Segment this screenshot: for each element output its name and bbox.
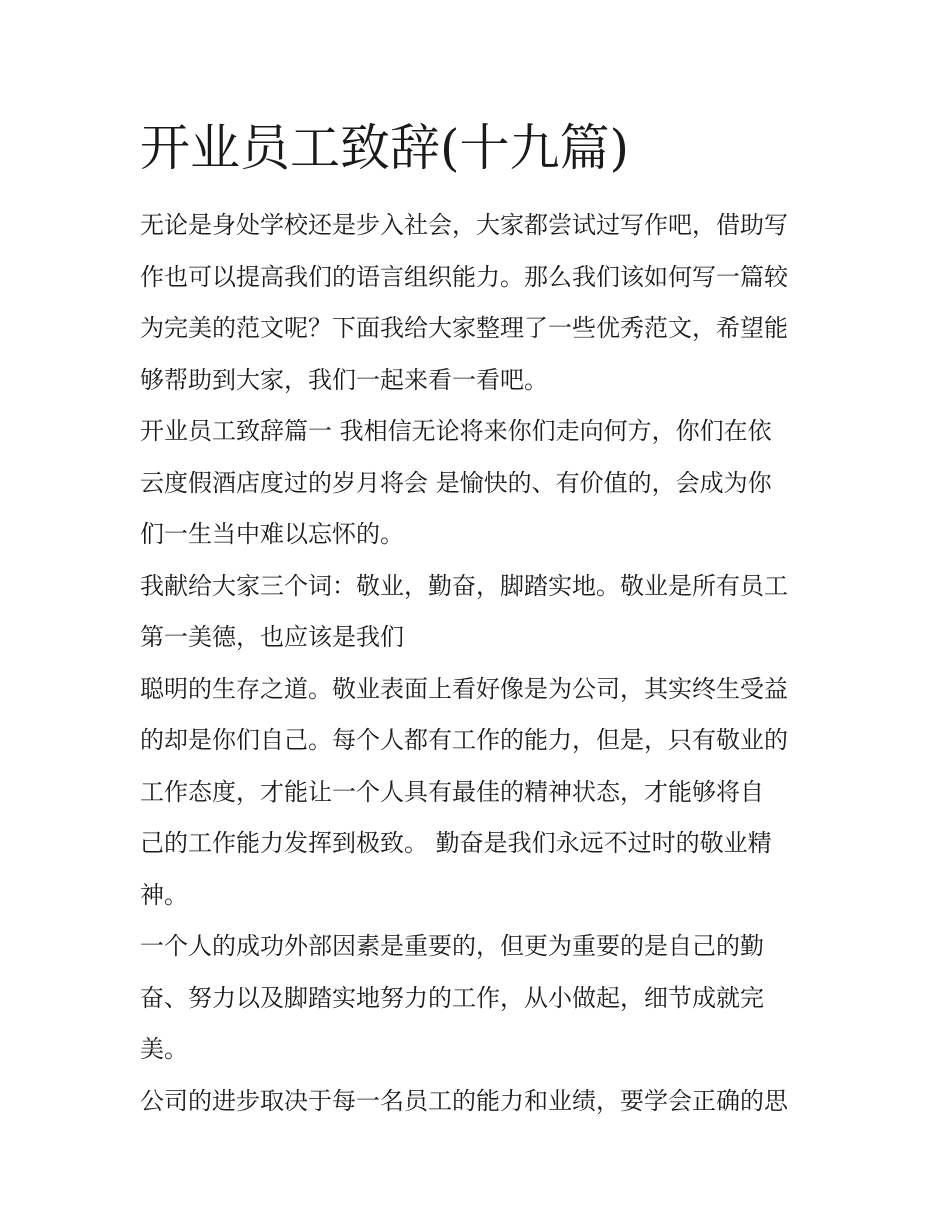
document-body [140,200,820,1127]
text-line: 云度假酒店度过的岁月将会 是愉快的、有价值的，会成为你 [140,468,772,497]
text-line: 工作态度，才能让一个人具有最佳的精神状态，才能够将自 [140,777,764,806]
text-line: 聪明的生存之道。敬业表面上看好像是为公司，其实终生受益 [140,674,788,703]
text-line: 够帮助到大家，我们一起来看一看吧。 [140,365,548,394]
text-line: 们一生当中难以忘怀的。 [140,520,404,548]
text-line: 为完美的范文呢？下面我给大家整理了一些优秀范文，希望能 [140,314,788,342]
text-line: 我献给大家三个词：敬业，勤奋，脚踏实地。敬业是所有员工 [140,571,788,600]
text-line: 第一美德，也应该是我们 [140,623,404,651]
text-line: 开业员工致辞篇一 我相信无论将来你们走向何方，你们在依 [140,417,772,445]
text-line: 作也可以提高我们的语言组织能力。那么我们该如何写一篇较 [140,262,788,291]
text-line: 无论是身处学校还是步入社会，大家都尝试过写作吧，借助写 [140,211,788,239]
text-line: 美。 [140,1035,188,1063]
text-line: 一个人的成功外部因素是重要的，但更为重要的是自己的勤 [140,932,764,960]
text-line: 神。 [140,880,188,909]
text-line: 的却是你们自己。每个人都有工作的能力，但是，只有敬业的 [140,726,788,754]
text-line: 公司的进步取决于每一名员工的能力和业绩，要学会正确的思 [140,1086,788,1115]
page-title: 开业员工致辞(十九篇) [140,119,630,177]
text-line: 己的工作能力发挥到极致。 勤奋是我们永远不过时的敬业精 [140,829,772,857]
text-line: 奋、努力以及脚踏实地努力的工作，从小做起，细节成就完 [140,983,764,1012]
